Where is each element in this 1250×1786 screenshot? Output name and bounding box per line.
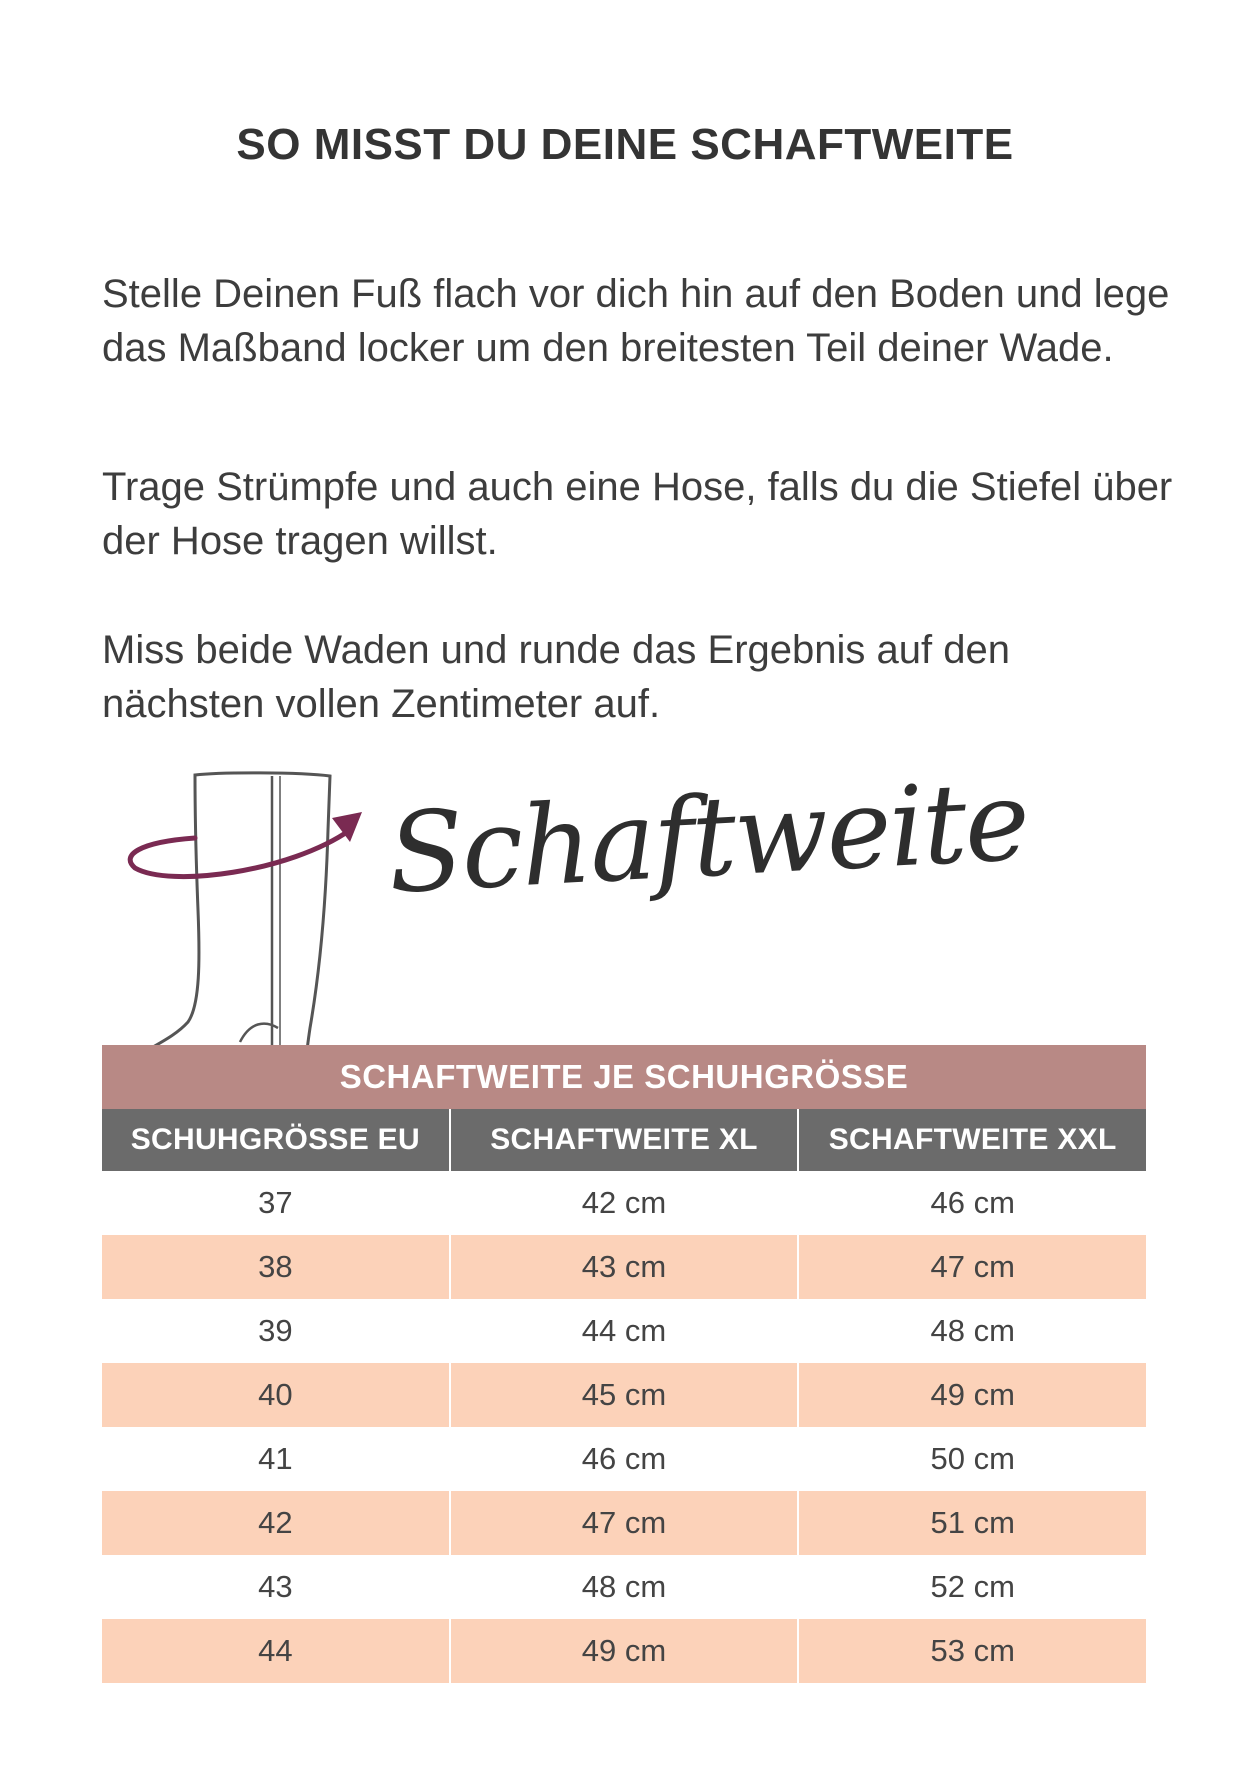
table-row xyxy=(102,1491,1146,1555)
table-row xyxy=(102,1171,1146,1235)
cell-shaft-xxl: 53 cm xyxy=(930,1633,1015,1668)
cell-shaft-xl: 48 cm xyxy=(451,1555,800,1619)
table-row xyxy=(102,1555,1146,1619)
cell-shaft-xl: 45 cm xyxy=(451,1363,800,1427)
instruction-paragraph-3: Miss beide Waden und runde das Ergebnis auf den nächsten vollen Zentimeter auf. xyxy=(102,628,1010,726)
cell-shaft-xxl: 52 cm xyxy=(930,1569,1015,1604)
cell-shoe-size: 42 xyxy=(102,1491,451,1555)
cell-shoe-size: 44 xyxy=(102,1619,451,1683)
cell-shoe-size: 37 xyxy=(102,1171,451,1235)
cell-shaft-xxl: 51 cm xyxy=(930,1505,1015,1540)
cell-shaft-xxl: 50 cm xyxy=(930,1441,1015,1476)
column-header-xxl: SCHAFTWEITE XXL xyxy=(828,1123,1117,1156)
cell-shaft-xl: 42 cm xyxy=(451,1171,800,1235)
instruction-paragraph-2: Trage Strümpfe und auch eine Hose, falls du die Stiefel über der Hose tragen willst. xyxy=(102,465,1173,563)
instruction-paragraph-1: Stelle Deinen Fuß flach vor dich hin auf den Boden und lege das Maßband locker um den breitesten Teil deiner Wade. xyxy=(102,272,1170,370)
table-row xyxy=(102,1299,1146,1363)
cell-shaft-xxl: 47 cm xyxy=(930,1249,1015,1284)
page-title: SO MISST DU DEINE SCHAFTWEITE xyxy=(236,120,1014,169)
cell-shaft-xxl: 49 cm xyxy=(930,1377,1015,1412)
cell-shoe-size: 38 xyxy=(102,1235,451,1299)
size-table xyxy=(102,1045,1146,1683)
column-header-shoe-size: SCHUHGRÖSSE EU xyxy=(102,1109,451,1171)
cell-shaft-xxl: 48 cm xyxy=(930,1313,1015,1348)
table-body xyxy=(102,1171,1146,1683)
cell-shoe-size: 41 xyxy=(102,1427,451,1491)
table-header-row xyxy=(102,1109,1146,1171)
cell-shoe-size: 40 xyxy=(102,1363,451,1427)
table-row xyxy=(102,1427,1146,1491)
column-header-xl: SCHAFTWEITE XL xyxy=(451,1109,800,1171)
table-row xyxy=(102,1235,1146,1299)
cell-shaft-xl: 47 cm xyxy=(451,1491,800,1555)
cell-shaft-xl: 44 cm xyxy=(451,1299,800,1363)
cell-shaft-xxl: 46 cm xyxy=(930,1185,1015,1220)
table-row xyxy=(102,1619,1146,1683)
script-heading-schaftweite: Schaftweite xyxy=(385,756,1031,918)
cell-shaft-xl: 43 cm xyxy=(451,1235,800,1299)
cell-shaft-xl: 49 cm xyxy=(451,1619,800,1683)
table-row xyxy=(102,1363,1146,1427)
cell-shaft-xl: 46 cm xyxy=(451,1427,800,1491)
cell-shoe-size: 43 xyxy=(102,1555,451,1619)
cell-shoe-size: 39 xyxy=(102,1299,451,1363)
table-title: SCHAFTWEITE JE SCHUHGRÖSSE xyxy=(102,1045,1146,1109)
